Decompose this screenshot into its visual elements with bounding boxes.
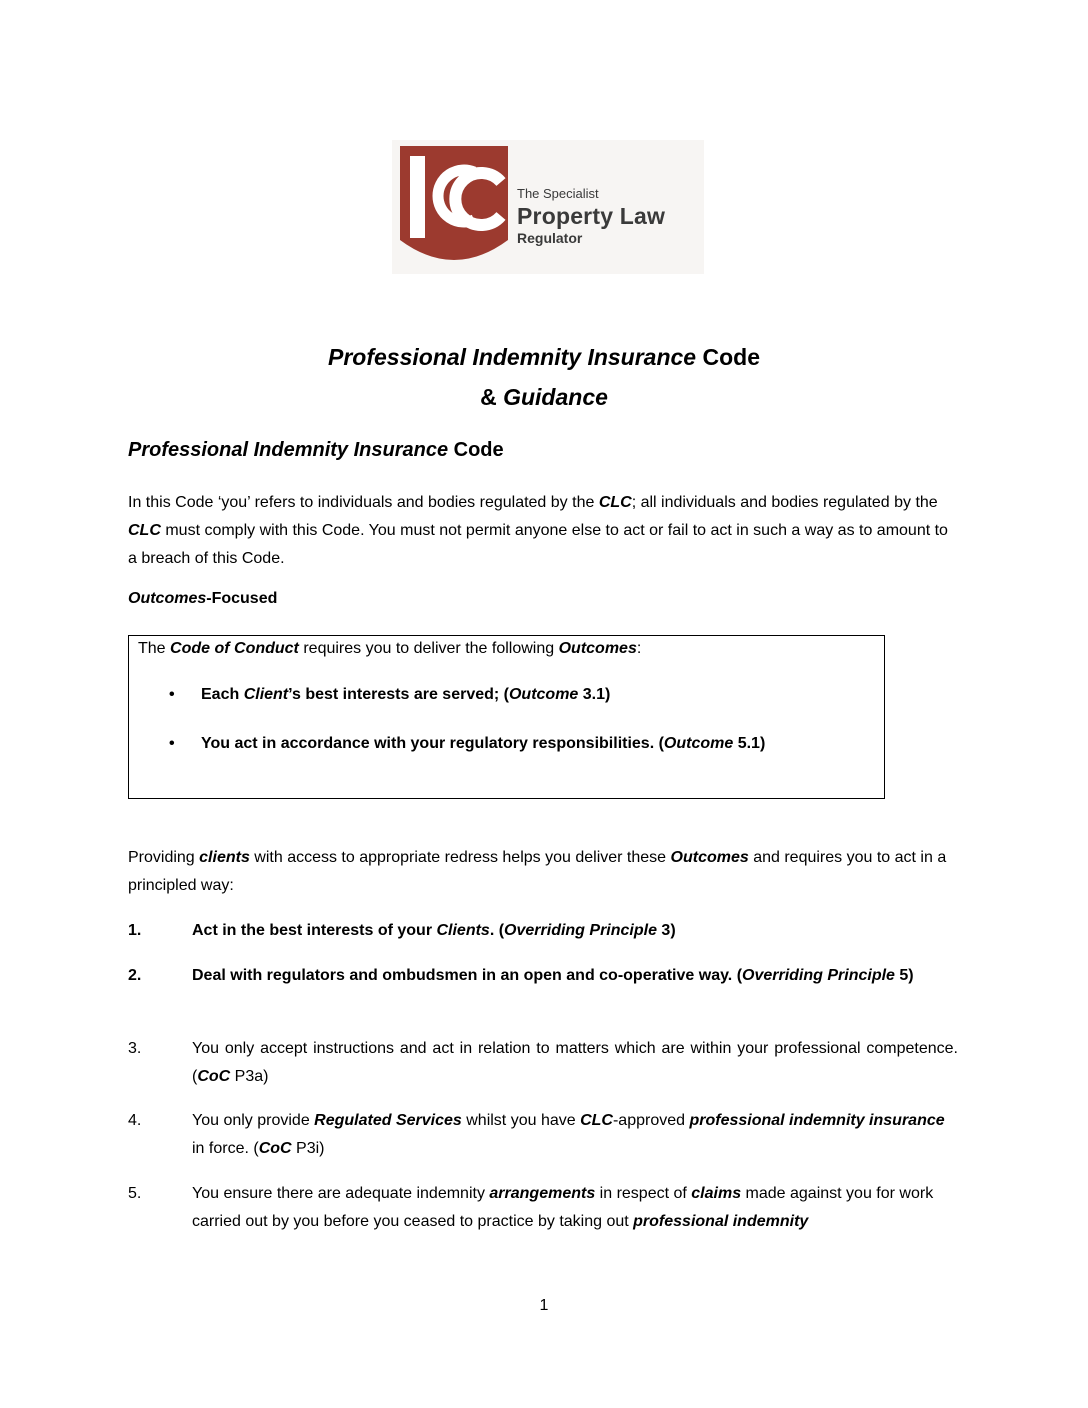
item-text: Act in the best interests of your Clients. (Overriding Principle 3) <box>192 922 676 939</box>
item-text: You only accept instructions and act in relation to matters which are within your professional competence. (CoC P3a) <box>192 1040 958 1085</box>
intro-paragraph: In this Code ‘you’ refers to individuals and bodies regulated by the CLC; all individuals and bodies regulated by the CLC must comply with this Code. You must not permit anyone else to act or fail to act in such a way as to amount to a breach of this Code. <box>128 494 948 567</box>
page-number: 1 <box>539 1297 549 1314</box>
item-number: 2. <box>128 967 142 984</box>
document-title-line-1: Professional Indemnity Insurance Code <box>328 344 760 370</box>
outcomes-box <box>128 635 885 799</box>
outcomes-box-intro: The Code of Conduct requires you to deliver the following Outcomes: <box>138 640 642 657</box>
outcomes-focused-heading: Outcomes-Focused <box>128 590 278 607</box>
item-text: You ensure there are adequate indemnity arrangements in respect of claims made against you for work carried out by you before you ceased to practice by taking out professional indemnity <box>192 1185 934 1230</box>
bullet-icon: • <box>169 686 175 703</box>
item-number: 4. <box>128 1112 142 1129</box>
item-number: 1. <box>128 922 142 939</box>
item-text: Deal with regulators and ombudsmen in an open and co-operative way. (Overriding Principle 5) <box>192 967 914 984</box>
clc-logo <box>392 140 704 274</box>
providing-paragraph: Providing clients with access to appropriate redress helps you deliver these Outcomes and requires you to act in a principled way: <box>128 849 947 894</box>
item-number: 3. <box>128 1040 142 1057</box>
outcome-bullet-text: Each Client’s best interests are served; (Outcome 3.1) <box>201 686 611 703</box>
item-number: 5. <box>128 1185 142 1202</box>
logo-name: Property Law <box>517 203 666 229</box>
clc-shield-icon <box>400 146 508 272</box>
outcome-bullet-text: You act in accordance with your regulatory responsibilities. (Outcome 5.1) <box>201 735 766 752</box>
logo-subtitle: Regulator <box>517 230 583 246</box>
item-text: You only provide Regulated Services whilst you have CLC-approved professional indemnity insurance in force. (CoC P3i) <box>192 1112 945 1157</box>
logo-tagline: The Specialist <box>517 186 599 201</box>
bullet-icon: • <box>169 735 175 752</box>
logo-text <box>517 186 665 247</box>
document-title-line-2: & Guidance <box>480 384 608 410</box>
section-heading: Professional Indemnity Insurance Code <box>128 439 504 461</box>
